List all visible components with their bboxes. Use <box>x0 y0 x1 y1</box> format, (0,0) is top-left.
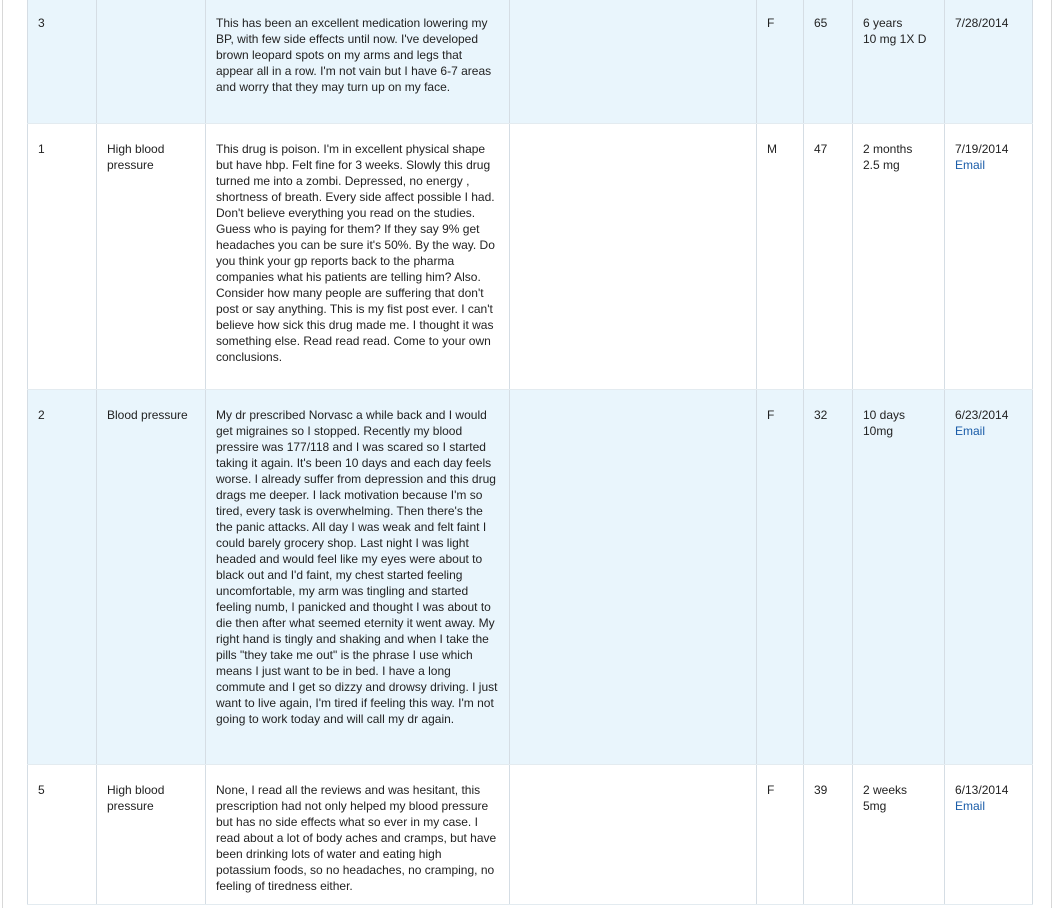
email-link[interactable]: Email <box>955 798 986 813</box>
condition-cell: High blood pressure <box>97 764 206 904</box>
reviews-table <box>27 0 1033 905</box>
comment-cell: None, I read all the reviews and was hesitant, this prescription had not only helped my blood pressure but has no side effects what so ever in my case. I read about a lot of body aches and cramps, but have been drinking lots of water and eating high potassium foods, so no headaches, no cramping, no feeling of tiredness either. <box>206 764 510 904</box>
side-effects-cell <box>510 123 757 389</box>
duration-cell <box>853 123 945 389</box>
email-link[interactable]: Email <box>955 157 986 172</box>
date-cell <box>945 0 1033 123</box>
date-cell <box>945 764 1033 904</box>
comment-cell: My dr prescribed Norvasc a while back and I would get migraines so I stopped. Recently my blood pressire was 177/118 and I was scared so I started taking it again. It's been 10 days and each day feels worse. I already suffer from depression and this drug drags me deeper. I lack motivation because I'm so tired, every task is overwhelming. Then there's the the panic attacks. All day I was weak and felt faint I could barely grocery shop. Last night I was light headed and would feel like my eyes were about to black out and I'd faint, my chest started feeling uncomfortable, my arm was tingling and started feeling numb, I panicked and thought I was about to die then after what seemed eternity it went away. My right hand is tingly and shaking and when I take the pills "they take me out" is the phrase I use which means I just want to be in bed. I have a long commute and I get so dizzy and drowsy driving. I just want to live again, I'm tired if feeling this way. I'm not going to work today and will call my dr again. <box>206 389 510 764</box>
rating-cell: 2 <box>28 389 97 764</box>
table-row <box>28 123 1033 389</box>
duration-cell <box>853 764 945 904</box>
condition-cell: High blood pressure <box>97 123 206 389</box>
side-effects-cell <box>510 389 757 764</box>
dosage-text: 2.5 mg <box>863 157 900 172</box>
table-row <box>28 0 1033 123</box>
duration-text: 2 weeks <box>863 782 908 797</box>
duration-text: 6 years <box>863 16 903 30</box>
duration-cell <box>853 389 945 764</box>
rating-cell: 5 <box>28 764 97 904</box>
date-text: 6/13/2014 <box>955 782 1009 797</box>
date-text: 7/28/2014 <box>955 16 1009 30</box>
duration-text: 10 days <box>863 407 906 422</box>
sex-cell: M <box>757 123 804 389</box>
side-effects-cell <box>510 0 757 123</box>
dosage-text: 10mg <box>863 423 894 438</box>
date-text: 7/19/2014 <box>955 141 1009 156</box>
duration-cell <box>853 0 945 123</box>
condition-cell <box>97 0 206 123</box>
date-cell <box>945 389 1033 764</box>
age-cell: 32 <box>804 389 853 764</box>
sex-cell: F <box>757 764 804 904</box>
age-cell: 47 <box>804 123 853 389</box>
dosage-text: 5mg <box>863 798 887 813</box>
age-cell: 65 <box>804 0 853 123</box>
rating-cell: 3 <box>28 0 97 123</box>
table-row <box>28 764 1033 904</box>
side-effects-cell <box>510 764 757 904</box>
duration-text: 2 months <box>863 141 913 156</box>
sex-cell: F <box>757 0 804 123</box>
age-cell: 39 <box>804 764 853 904</box>
comment-cell: This has been an excellent medication lowering my BP, with few side effects until now. I've developed brown leopard spots on my arms and legs that appear all in a row. I'm not vain but I have 6-7 areas and worry that they may turn up on my face. <box>206 0 510 123</box>
comment-cell: This drug is poison. I'm in excellent physical shape but have hbp. Felt fine for 3 weeks. Slowly this drug turned me into a zombi. Depressed, no energy , shortness of breath. Every side affect possible I had. Don't believe everything you read on the studies. Guess who is paying for them? If they say 9% get headaches you can be sure it's 50%. By the way. Do you think your gp reports back to the pharma companies what his patients are telling him? Also. Consider how many people are suffering that don't post or say anything. This is my fist post ever. I can't believe how sick this drug made me. I thought it was something else. Read read read. Come to your own conclusions. <box>206 123 510 389</box>
condition-cell: Blood pressure <box>97 389 206 764</box>
rating-cell: 1 <box>28 123 97 389</box>
dosage-text: 10 mg 1X D <box>863 32 927 46</box>
table-row <box>28 389 1033 764</box>
sex-cell: F <box>757 389 804 764</box>
date-cell <box>945 123 1033 389</box>
email-link[interactable]: Email <box>955 423 986 438</box>
date-text: 6/23/2014 <box>955 407 1009 422</box>
